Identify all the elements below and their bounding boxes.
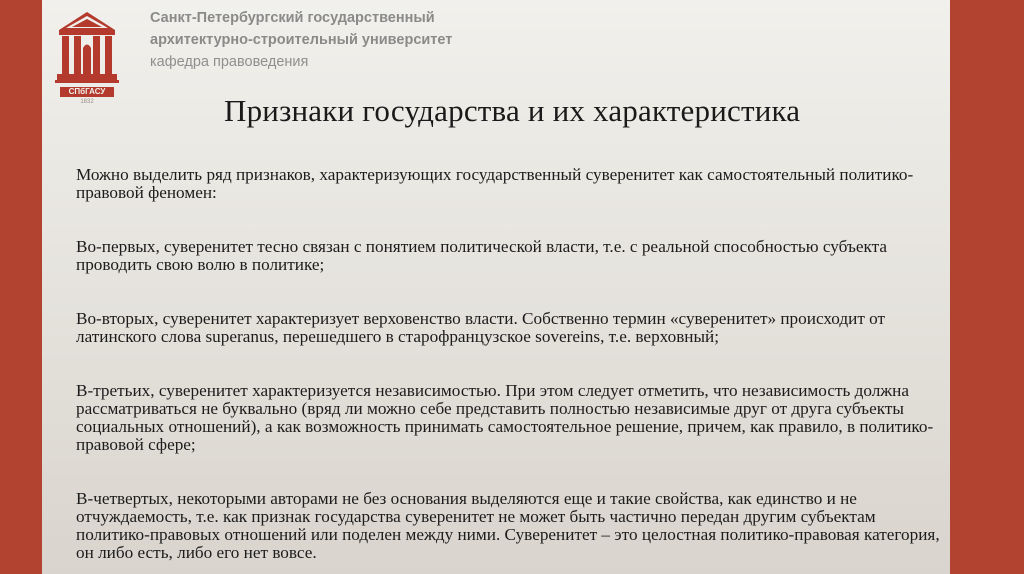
paragraph: В-третьих, суверенитет характеризуется независимостью. При этом следует отметить, что независимость должна рассматриваться не буквально (вряд ли можно себе представить полностью независимые друг от друга субъекты социальных отношений), а как возможность принимать самостоятельное решение, причем, как правило, в политико-правовой сфере; <box>76 381 934 454</box>
paragraph: Во-первых, суверенитет тесно связан с понятием политической власти, т.е. с реальной способностью субъекта проводить свою волю в политике; <box>76 237 887 274</box>
slide-title: Признаки государства и их характеристика <box>224 93 801 128</box>
paragraph: В-четвертых, некоторыми авторами не без основания выделяются еще и такие свойства, как единство и не отчуждаемость, т.е. как признак государства суверенитет не может быть частично передан другим субъектам политико-правовых отношений или поделен между ними. Суверенитет – это целостная политико-правовая категория, он либо есть, либо его нет вовсе. <box>76 489 940 562</box>
logo-year: 1832 <box>80 99 94 105</box>
header <box>150 7 452 73</box>
paragraph: Во-вторых, суверенитет характеризует верховенство власти. Собственно термин «суверенитет» происходит от латинского слова superanus, перешедшего в старофранцузское sovereins, т.е. верховный; <box>76 309 886 346</box>
logo-text: СПбГАСУ <box>68 87 106 96</box>
university-name-line1: Санкт-Петербургский государственный <box>150 10 435 26</box>
paragraph: Можно выделить ряд признаков, характеризующих государственный суверенитет как самостоятельный политико-правовой феномен: <box>76 165 914 202</box>
university-logo <box>54 8 120 120</box>
slide <box>42 0 950 574</box>
university-name-line2: архитектурно-строительный университет <box>150 32 453 48</box>
slide-body <box>76 166 946 574</box>
department-name: кафедра правоведения <box>150 54 309 70</box>
